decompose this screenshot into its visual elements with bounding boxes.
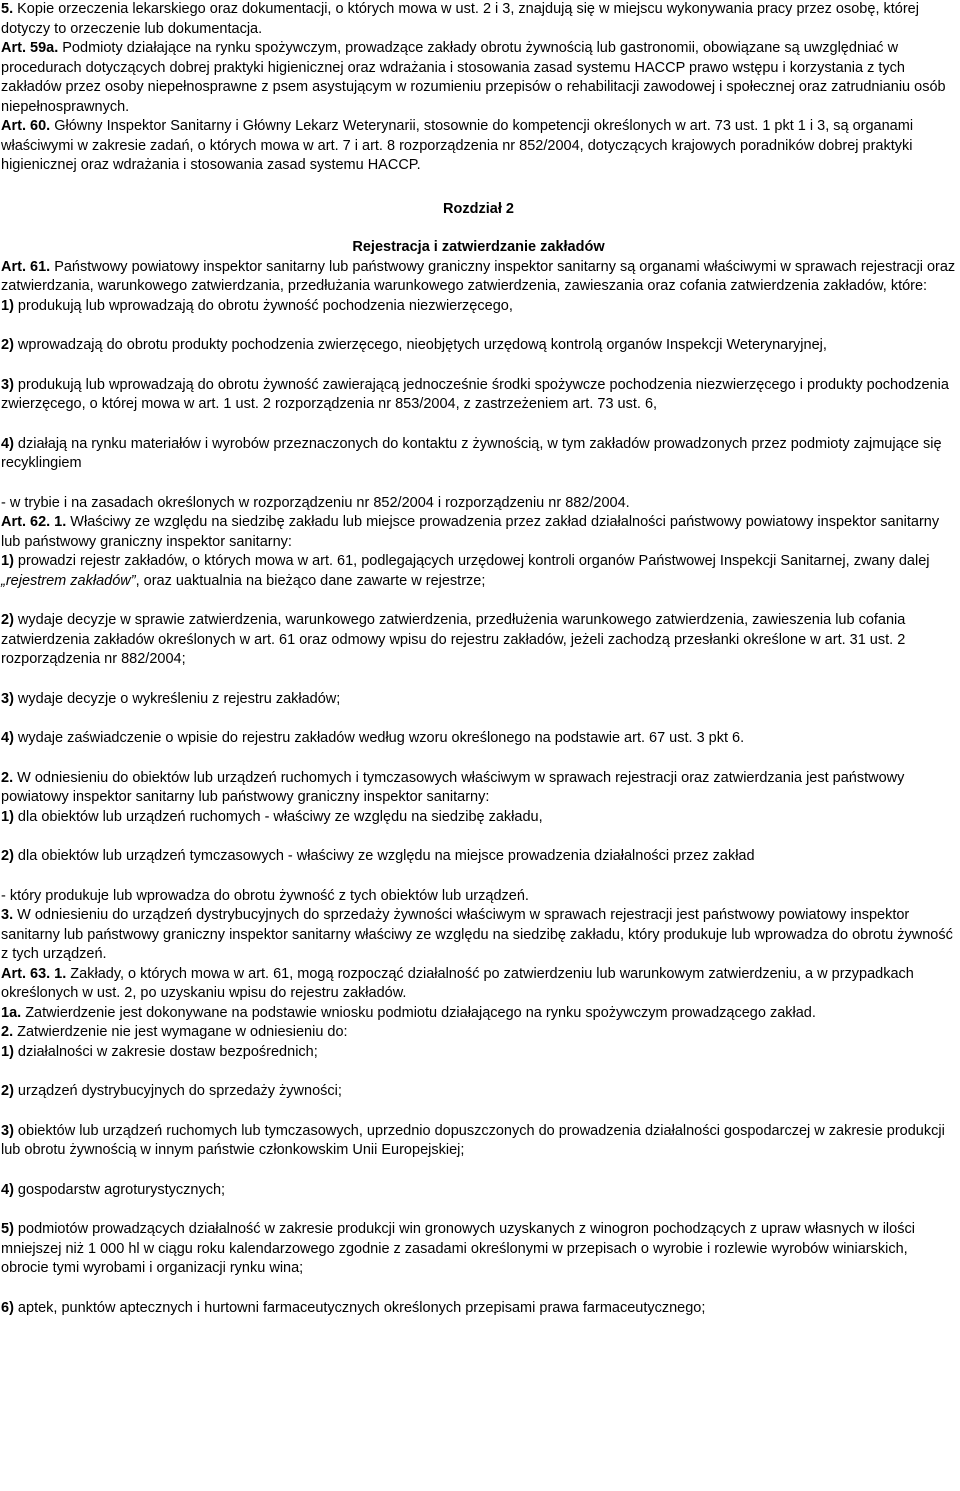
item-text: działalności w zakresie dostaw bezpośrednich; <box>13 1043 318 1060</box>
list-item <box>1 847 956 867</box>
list-item <box>1 376 956 415</box>
list-item <box>1 1299 956 1319</box>
item-number: 4) <box>1 435 14 452</box>
list-item <box>1 336 956 356</box>
item-number: 2) <box>1 848 14 864</box>
list-item <box>1 1082 956 1102</box>
article-61 <box>1 258 956 297</box>
item-text: dla obiektów lub urządzeń ruchomych - właściwy ze względu na siedzibę zakładu, <box>13 808 543 825</box>
item-number: 2) <box>1 337 14 353</box>
item-number: 4) <box>1 1181 14 1198</box>
paragraph-number: 2. <box>1 769 14 786</box>
item-text: działają na rynku materiałów i wyrobów przeznaczonych do kontaktu z żywnością, w tym zakładów prowadzonych przez podmioty zajmujące się recyklingiem <box>1 435 942 471</box>
item-text: wprowadzają do obrotu produkty pochodzenia zwierzęcego, nieobjętych urzędową kontrolą organów Inspekcji Weterynaryjnej, <box>13 337 827 353</box>
paragraph-number: 5. <box>1 1 14 17</box>
item-text: , oraz uaktualnia na bieżąco dane zawarte w rejestrze; <box>135 572 486 589</box>
list-item <box>1 1043 956 1063</box>
item-text: podmiotów prowadzących działalność w zakresie produkcji win gronowych uzyskanych z winogron pochodzących z upraw własnych w ilości mniejszej niż 1 000 hl w ciągu roku kalendarzowego zgodnie z zasadami określonymi w przepisach o wyrobie i rozlewie wyrobów winiarskich, obrocie tymi wyrobami i organizacji rynku wina; <box>1 1221 915 1276</box>
item-number: 2) <box>1 1083 14 1099</box>
item-number: 6) <box>1 1299 14 1316</box>
paragraph-text: Zatwierdzenie jest dokonywane na podstawie wniosku podmiotu działającego na rynku spożywczym prowadzącego zakład. <box>21 1004 816 1021</box>
list-item <box>1 435 956 474</box>
article-text: Właściwy ze względu na siedzibę zakładu lub miejsce prowadzenia przez zakład działalności państwowy powiatowy inspektor sanitarny lub państwowy graniczny inspektor sanitarny: <box>1 514 940 550</box>
paragraph-number: 3. <box>1 907 14 923</box>
item-number: 1) <box>1 297 14 314</box>
item-number: 3) <box>1 376 14 393</box>
chapter-title: Rozdział 2 <box>443 200 514 217</box>
paragraph-number: 2. <box>1 1024 14 1040</box>
list-item <box>1 690 956 710</box>
article-63 <box>1 965 956 1004</box>
item-number: 4) <box>1 730 14 746</box>
list-item <box>1 1220 956 1279</box>
item-number: 1) <box>1 808 14 825</box>
item-text: wydaje zaświadczenie o wpisie do rejestru zakładów według wzoru określonego na podstawie art. 67 ust. 3 pkt 6. <box>13 730 745 746</box>
paragraph-text: W odniesieniu do urządzeń dystrybucyjnych do sprzedaży żywności właściwym w sprawach rejestracji jest państwowy powiatowy inspektor sanitarny lub państwowy graniczny inspektor sanitarny właściwy ze względu na siedzibę zakładu, który produkuje lub wprowadza do obrotu żywność z tych urządzeń. <box>1 907 953 962</box>
paragraph-number: 1a. <box>1 1004 22 1021</box>
item-number: 1) <box>1 553 14 569</box>
paragraph-text: W odniesieniu do obiektów lub urządzeń ruchomych i tymczasowych właściwym w sprawach rejestracji oraz zatwierdzania jest państwowy powiatowy inspektor sanitarny lub państwowy graniczny inspektor sanitarny: <box>1 769 905 805</box>
item-number: 5) <box>1 1221 14 1237</box>
article-62 <box>1 513 956 552</box>
item-text: produkują lub wprowadzają do obrotu żywność zawierającą jednocześnie środki spożywcze pochodzenia niezwierzęcego i produkty pochodzenia zwierzęcego, o której mowa w art. 1 ust. 2 rozporządzenia nr 853/2004, z zastrzeżeniem art. 73 ust. 6, <box>1 376 949 412</box>
list-item <box>1 729 956 749</box>
item-text: wydaje decyzje w sprawie zatwierdzenia, warunkowego zatwierdzenia, przedłużenia warunkowego zatwierdzenia, zawieszenia lub cofania zatwierdzenia zakładów określonych w art. 61 oraz odmowy wpisu do rejestru zakładów, jeżeli zachodzą przesłanki określone w art. 31 ust. 2 rozporządzenia nr 882/2004; <box>1 612 906 667</box>
item-text: aptek, punktów aptecznych i hurtowni farmaceutycznych określonych przepisami prawa farmaceutycznego; <box>13 1299 706 1316</box>
list-item <box>1 1122 956 1161</box>
article-62-paragraph-2 <box>1 769 956 808</box>
article-62-paragraph-3 <box>1 906 956 965</box>
item-number: 3) <box>1 1122 14 1139</box>
chapter-subtitle: Rejestracja i zatwierdzanie zakładów <box>352 239 605 255</box>
paragraph-5 <box>1 0 956 39</box>
list-item <box>1 808 956 828</box>
item-text: wydaje decyzje o wykreśleniu z rejestru zakładów; <box>13 690 341 707</box>
article-63-paragraph-2 <box>1 1023 956 1043</box>
item-number: 3) <box>1 690 14 707</box>
article-text: Zakłady, o których mowa w art. 61, mogą rozpocząć działalność po zatwierdzeniu lub warunkowym zatwierdzeniu, a w przypadkach określonych w ust. 2, po uzyskaniu wpisu do rejestru zakładów. <box>1 965 914 1001</box>
list-item <box>1 611 956 670</box>
article-number: Art. 59a. <box>1 40 59 56</box>
paragraph-text: Kopie orzeczenia lekarskiego oraz dokumentacji, o których mowa w ust. 2 i 3, znajdują się w miejscu wykonywania pracy przez osobę, której dotyczy to orzeczenie lub dokumentacja. <box>1 1 919 37</box>
article-text: Główny Inspektor Sanitarny i Główny Lekarz Weterynarii, stosownie do kompetencji określonych w art. 73 ust. 1 pkt 1 i 3, są organami właściwymi w zakresie zadań, o których mowa w art. 7 i art. 8 rozporządzenia nr 852/2004, dotyczących krajowych poradników dobrej praktyki higienicznej oraz wdrażania i stosowania zasad systemu HACCP. <box>1 118 914 173</box>
article-text: Podmioty działające na rynku spożywczym, prowadzące zakłady obrotu żywnością lub gastronomii, obowiązane są uwzględniać w procedurach dotyczących dobrej praktyki higienicznej oraz wdrażania i stosowania zasad systemu HACCP prawo wstępu i korzystania z tych zakładów przez osoby niepełnosprawne z psem asystującym w rozumieniu przepisów o rehabilitacji zawodowej i społecznej oraz zatrudnianiu osób niepełnosprawnych. <box>1 40 946 115</box>
article-60 <box>1 117 956 176</box>
article-63-paragraph-1a <box>1 1004 956 1024</box>
item-text: prowadzi rejestr zakładów, o których mowa w art. 61, podlegających urzędowej kontroli organów Państwowej Inspekcji Sanitarnej, zwany dalej <box>13 553 930 569</box>
item-text: produkują lub wprowadzają do obrotu żywność pochodzenia niezwierzęcego, <box>13 297 513 314</box>
item-number: 2) <box>1 612 14 628</box>
paragraph-text: Zatwierdzenie nie jest wymagane w odniesieniu do: <box>13 1024 348 1040</box>
list-item <box>1 1181 956 1201</box>
article-59a <box>1 39 956 117</box>
item-text: gospodarstw agroturystycznych; <box>13 1181 226 1198</box>
article-61-tail: - w trybie i na zasadach określonych w rozporządzeniu nr 852/2004 i rozporządzeniu nr 882/2004. <box>1 494 630 511</box>
article-number: Art. 63. 1. <box>1 965 67 982</box>
item-text: urządzeń dystrybucyjnych do sprzedaży żywności; <box>13 1083 342 1099</box>
article-number: Art. 62. 1. <box>1 514 67 530</box>
article-number: Art. 61. <box>1 258 51 275</box>
item-text: obiektów lub urządzeń ruchomych lub tymczasowych, uprzednio dopuszczonych do prowadzenia działalności gospodarczej w zakresie produkcji lub obrotu żywnością w innym państwie członkowskim Unii Europejskiej; <box>1 1122 945 1158</box>
item-number: 1) <box>1 1043 14 1060</box>
list-item <box>1 552 956 591</box>
article-number: Art. 60. <box>1 118 51 134</box>
article-text: Państwowy powiatowy inspektor sanitarny lub państwowy graniczny inspektor sanitarny są organami właściwymi w sprawach rejestracji oraz zatwierdzania, warunkowego zatwierdzania, przedłużania warunkowego zatwierdzenia, zawieszania oraz cofania zatwierdzenia zakładów, które: <box>1 258 956 294</box>
article-62-paragraph-2-tail: - który produkuje lub wprowadza do obrotu żywność z tych obiektów lub urządzeń. <box>1 887 529 904</box>
list-item <box>1 297 956 317</box>
item-text: dla obiektów lub urządzeń tymczasowych - właściwy ze względu na miejsce prowadzenia działalności przez zakład <box>13 848 755 864</box>
item-text-italic: „rejestrem zakładów” <box>1 572 136 589</box>
